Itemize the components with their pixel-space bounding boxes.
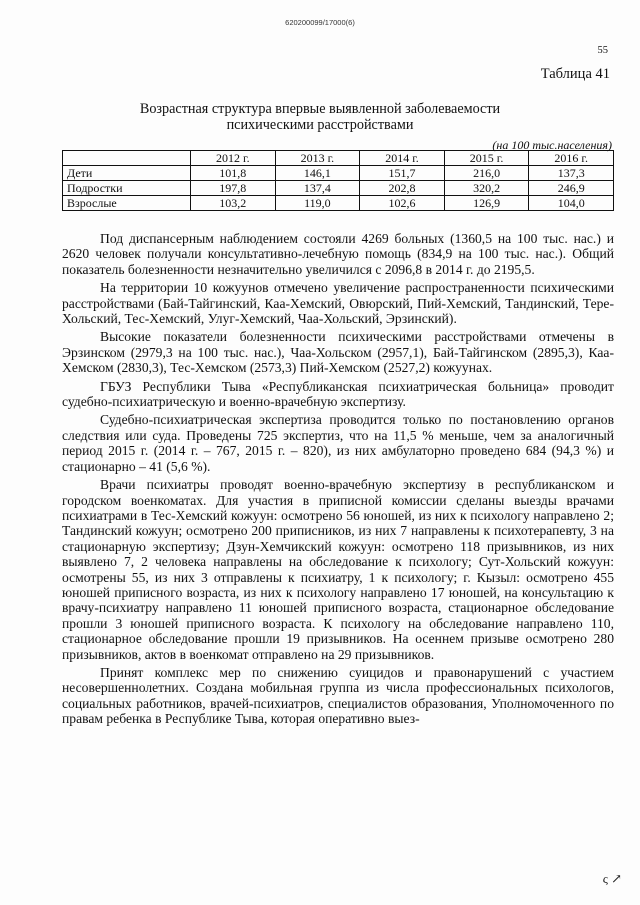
paragraph: Под диспансерным наблюдением состояли 4269 больных (1360,5 на 100 тыс. нас.) и 2620 человек получали консультативно-лечебную помощь (834,9 на 100 тыс. нас.). Общий показатель болезненности незначительно увеличился с 2096,8 в 2014 г. до 2195,5. [62, 231, 614, 277]
column-header: 2016 г. [529, 151, 614, 166]
table-cell: 197,8 [191, 181, 276, 196]
row-label: Подростки [63, 181, 191, 196]
table-cell: 126,9 [444, 196, 529, 211]
table-title [0, 101, 640, 133]
paragraph: Принят комплекс мер по снижению суицидов и правонарушений с участием несовершеннолетних. Создана мобильная группа из числа профессиональных психологов, социальных работников, врачей-психиатров, специалистов образования, Уполномоченного по правам ребенка в Республике Тыва, которая оперативно выез- [62, 664, 614, 727]
paragraph: Высокие показатели болезненности психическими расстройствами отмечены в Эрзинском (2979,3 на 100 тыс. нас.), Чаа-Хольском (2957,1), Бай-Тайгинском (2895,3), Каа-Хемском (2830,3), Тес-Хемском (2573,3) Пий-Хемском (2527,2) кожуунах. [62, 329, 614, 376]
table-cell: 216,0 [444, 166, 529, 181]
table-row [63, 196, 614, 211]
table-cell: 102,6 [360, 196, 445, 211]
page-number: 55 [597, 45, 608, 56]
table-cell: 137,4 [275, 181, 360, 196]
table-cell: 104,0 [529, 196, 614, 211]
paragraph: Врачи психиатры проводят военно-врачебную экспертизу в республиканском и городском военкоматах. Для участия в приписной комиссии сделаны выезды врачами психиатрами в Тес-Хемский кожуун: осмотрено 56 юношей, из них к психологу направлено 2; Тандинский кожуун; осмотрено 200 приписников, из них 7 направлены к психотерапевту, 3 на стационарную экспертизу; Дзун-Хемчикский кожуун: осмотрено 118 призывников, из них выявлено 7, 2 человека направлены на обследование к психологу; Сут-Хольский кожуун: осмотрены 55, из них 3 отправлены к психиатру, 1 к психологу; г. Кызыл: осмотрено 455 юношей приписного возраста, из них к психологу направлено 17 юношей, на консультацию к врачу-психиатру направлено 11 юношей приписного возраста, стационарное обследование прошли 3 юношей приписного возраста. К психологу на обследование направлено 110, стационарное обследование прошли 19 призывников. На осеннем призыве осмотрено 280 призывников, актов в военкомат отправлено на 29 призывников. [62, 477, 614, 662]
column-header: 2015 г. [444, 151, 529, 166]
column-header: 2014 г. [360, 151, 445, 166]
table-cell: 137,3 [529, 166, 614, 181]
paragraph: ГБУЗ Республики Тыва «Республиканская психиатрическая больница» проводит судебно-психиатрическую и военно-врачебную экспертизу. [62, 378, 614, 410]
table-cell: 320,2 [444, 181, 529, 196]
table-cell: 119,0 [275, 196, 360, 211]
row-label: Взрослые [63, 196, 191, 211]
table-cell: 246,9 [529, 181, 614, 196]
table-cell: 146,1 [275, 166, 360, 181]
unit-note: (на 100 тыс.населения) [492, 138, 612, 152]
table-cell: 101,8 [191, 166, 276, 181]
column-header: 2013 г. [275, 151, 360, 166]
body-text [62, 231, 614, 730]
table-row [63, 181, 614, 196]
incidence-table [62, 150, 614, 211]
handwritten-mark: ς ↗ [602, 871, 622, 886]
row-label: Дети [63, 166, 191, 181]
paragraph: Судебно-психиатрическая экспертиза проводится только по постановлению органов следствия или суда. Проведены 725 экспертиз, что на 11,5 % меньше, чем за аналогичный период 2015 г. (2014 г. – 767, 2015 г. – 820), из них амбулаторно проведено 684 (94,3 %) и стационарно – 41 (5,6 %). [62, 412, 614, 474]
table-cell: 151,7 [360, 166, 445, 181]
column-header [63, 151, 191, 166]
table-label: Таблица 41 [540, 66, 610, 82]
table-cell: 103,2 [191, 196, 276, 211]
document-id: 620200099/17000(6) [285, 18, 355, 27]
table-title-line-1: Возрастная структура впервые выявленной заболеваемости [139, 101, 501, 117]
table-title-line-2: психическими расстройствами [226, 117, 414, 133]
table-header-row [63, 151, 614, 166]
column-header: 2012 г. [191, 151, 276, 166]
table-cell: 202,8 [360, 181, 445, 196]
table-row [63, 166, 614, 181]
paragraph: На территории 10 кожуунов отмечено увеличение распространенности психическими расстройствами (Бай-Тайгинский, Каа-Хемский, Овюрский, Пий-Хемский, Тандинский, Тере-Хольский, Тес-Хемский, Улуг-Хемский, Чаа-Хольский, Эрзинский). [62, 280, 614, 327]
